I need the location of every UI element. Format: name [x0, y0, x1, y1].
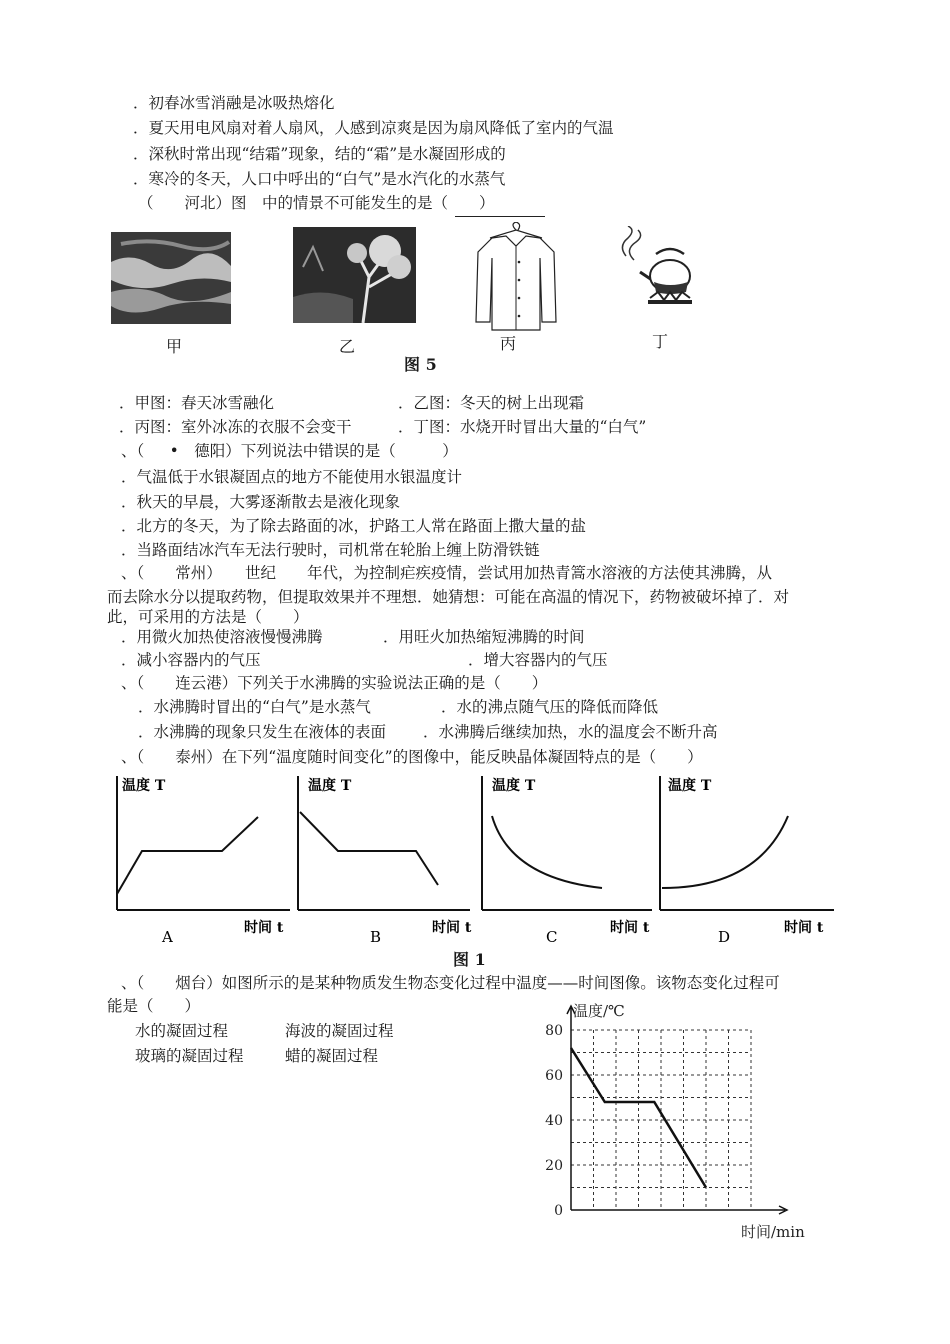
deyang-option-d: ．当路面结冰汽车无法行驶时，司机常在轮胎上缠上防滑铁链	[121, 541, 540, 559]
pic-label-jia: 甲	[166, 337, 183, 356]
question-stem-hebei: （ 河北）图 中的情景不可能发生的是（ ）	[138, 194, 495, 212]
lianyungang-option-d: ．水沸腾后继续加热，水的温度会不断升高	[423, 723, 718, 741]
graph-d-letter: D	[718, 928, 731, 946]
changzhou-option-a: ．用微火加热使溶液慢慢沸腾	[121, 628, 323, 646]
question-stem-lianyungang: 、（ 连云港）下列关于水沸腾的实验说法正确的是（ ）	[121, 674, 548, 692]
option-d: ．寒冷的冬天，人口中呼出的“白气”是水汽化的水蒸气	[133, 170, 506, 188]
question-stem-changzhou-3: 此，可采用的方法是（ ）	[107, 608, 309, 626]
option-a: ．初春冰雪消融是冰吸热熔化	[133, 94, 335, 112]
option-c: ．深秋时常出现“结霜”现象，结的“霜”是水凝固形成的	[133, 145, 506, 163]
lianyungang-option-b: ．水的沸点随气压的降低而降低	[441, 698, 659, 716]
yantai-option-a: 水的凝固过程	[135, 1022, 229, 1040]
figure-caption-1: 图 1	[453, 950, 486, 969]
yantai-option-c: 玻璃的凝固过程	[135, 1047, 244, 1065]
yantai-option-b: 海波的凝固过程	[285, 1022, 394, 1040]
graph-a	[100, 768, 300, 948]
graph-b-ylabel: 温度 T	[308, 778, 352, 794]
hebei-option-c: ．丙图：室外冰冻的衣服不会变干	[119, 418, 352, 436]
photo-jia	[111, 232, 231, 324]
lianyungang-option-c: ．水沸腾的现象只发生在液体的表面	[138, 723, 387, 741]
photo-yi	[293, 227, 416, 323]
figure-caption-5: 图 5	[404, 355, 437, 374]
option-b: ．夏天用电风扇对着人扇风，人感到凉爽是因为扇风降低了室内的气温	[133, 119, 614, 137]
kettle-icon	[612, 226, 702, 314]
pic-label-ding: 丁	[652, 332, 669, 351]
deyang-option-c: ．北方的冬天，为了除去路面的冰，护路工人常在路面上撒大量的盐	[121, 517, 587, 535]
chart-ylabel: 温度/℃	[573, 1002, 625, 1020]
graph-c-xlabel: 时间 t	[610, 920, 650, 936]
graph-d	[648, 768, 848, 948]
changzhou-option-c: ．减小容器内的气压	[121, 651, 261, 669]
pic-label-yi: 乙	[339, 337, 356, 356]
y-tick-label: 60	[545, 1068, 563, 1084]
question-stem-taizhou: 、（ 泰州）在下列“温度随时间变化”的图像中，能反映晶体凝固特点的是（ ）	[121, 748, 703, 766]
graph-a-xlabel: 时间 t	[244, 920, 284, 936]
graph-c	[470, 768, 670, 948]
question-stem-yantai-1: 、（ 烟台）如图所示的是某种物质发生物态变化过程中温度——时间图像。该物态变化过程可	[121, 974, 780, 992]
temperature-time-chart	[535, 995, 825, 1245]
question-stem-changzhou-2: 而去除水分以提取药物，但提取效果并不理想．她猜想：可能在高温的情况下，药物被破坏掉了．对	[107, 588, 790, 606]
changzhou-option-b: ．用旺火加热缩短沸腾的时间	[383, 628, 585, 646]
changzhou-option-d: ．增大容器内的气压	[468, 651, 608, 669]
y-tick-label: 40	[545, 1113, 563, 1129]
deyang-option-a: ．气温低于水银凝固点的地方不能使用水银温度计	[121, 468, 463, 486]
y-tick-label: 20	[545, 1158, 563, 1174]
graph-d-ylabel: 温度 T	[668, 778, 712, 794]
graph-c-letter: C	[546, 928, 558, 946]
graph-a-ylabel: 温度 T	[122, 778, 166, 794]
graph-b-letter: B	[370, 928, 382, 946]
y-tick-label: 80	[545, 1023, 563, 1039]
divider-line	[455, 216, 545, 217]
graph-a-letter: A	[162, 928, 173, 946]
graph-d-xlabel: 时间 t	[784, 920, 824, 936]
question-stem-deyang: 、（ • 德阳）下列说法中错误的是（ ）	[121, 442, 458, 460]
graph-b-xlabel: 时间 t	[432, 920, 472, 936]
y-tick-label: 0	[554, 1203, 563, 1219]
hebei-option-d: ．丁图：水烧开时冒出大量的“白气”	[398, 418, 647, 436]
shirt-icon	[470, 222, 562, 332]
lianyungang-option-a: ．水沸腾时冒出的“白气”是水蒸气	[138, 698, 371, 716]
chart-xlabel: 时间/min	[741, 1223, 805, 1241]
question-stem-changzhou-1: 、（ 常州） 世纪 年代，为控制疟疾疫情，尝试用加热青篙水溶液的方法使其沸腾，从	[121, 564, 773, 582]
hebei-option-a: ．甲图：春天冰雪融化	[119, 394, 275, 412]
deyang-option-b: ．秋天的早晨，大雾逐渐散去是液化现象	[121, 493, 401, 511]
graph-c-ylabel: 温度 T	[492, 778, 536, 794]
hebei-option-b: ．乙图：冬天的树上出现霜	[398, 394, 585, 412]
question-stem-yantai-2: 能是（ ）	[107, 997, 201, 1015]
pic-label-bing: 丙	[500, 334, 517, 353]
yantai-option-d: 蜡的凝固过程	[285, 1047, 379, 1065]
graph-b	[278, 768, 478, 948]
